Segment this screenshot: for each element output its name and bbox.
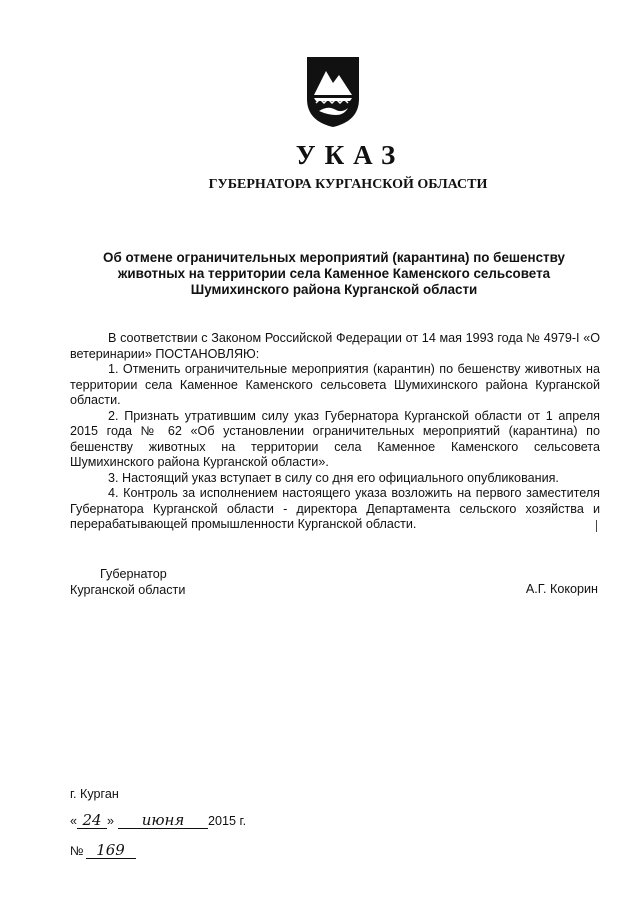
signature-title xyxy=(70,566,185,598)
document-title: УКАЗ xyxy=(295,140,405,170)
document-subtitle: ГУБЕРНАТОРА КУРГАНСКОЙ ОБЛАСТИ xyxy=(208,177,488,192)
item-paragraph-3: 3. Настоящий указ вступает в силу со дня его официального опубликования. xyxy=(108,470,559,485)
preamble-paragraph: В соответствии с Законом Российской Федерации от 14 мая 1993 года № 4979-I «О ветеринарии» ПОСТАНОВЛЯЮ: xyxy=(70,331,600,361)
signature-name: А.Г. Кокорин xyxy=(525,582,598,596)
item-paragraph-1: 1. Отменить ограничительные мероприятия (карантин) по бешенству животных на территории села Каменное Каменского сельсовета Шумихинского района Курганской области. xyxy=(70,362,600,407)
date-year: 2015 г. xyxy=(208,814,247,828)
signature-title-line2: Курганской области xyxy=(70,583,186,597)
number-prefix: № xyxy=(70,844,84,858)
document-body xyxy=(70,331,600,533)
date-close-quote: » xyxy=(107,814,115,828)
item-paragraph-4: 4. Контроль за исполнением настоящего указа возложить на первого заместителя Губернатора Курганской области - директора Департамента сельского хозяйства и перерабатывающей промышленности Курганской области. xyxy=(70,486,600,531)
signature-title-line1: Губернатор xyxy=(100,567,167,581)
document-number: 169 xyxy=(86,842,136,859)
document-number-line xyxy=(70,842,136,859)
item-paragraph-2: 2. Признать утратившим силу указ Губернатора Курганской области от 1 апреля 2015 года № 62 «Об установлении ограничительных мероприятий (карантина) по бешенству животных на территории села Каменное Каменского сельсовета Шумихинского района Курганской области». xyxy=(70,408,600,469)
margin-mark xyxy=(596,520,597,532)
date-open-quote: « xyxy=(70,814,78,828)
date-day: 24 xyxy=(77,812,107,829)
document-heading: Об отмене ограничительных мероприятий (карантина) по бешенству животных на территории села Каменное Каменского сельсовета Шумихинского района Курганской области xyxy=(103,250,565,297)
coat-of-arms-icon xyxy=(304,55,362,129)
date-month: июня xyxy=(118,812,208,829)
date-line xyxy=(70,812,246,829)
city-label: г. Курган xyxy=(70,787,119,801)
